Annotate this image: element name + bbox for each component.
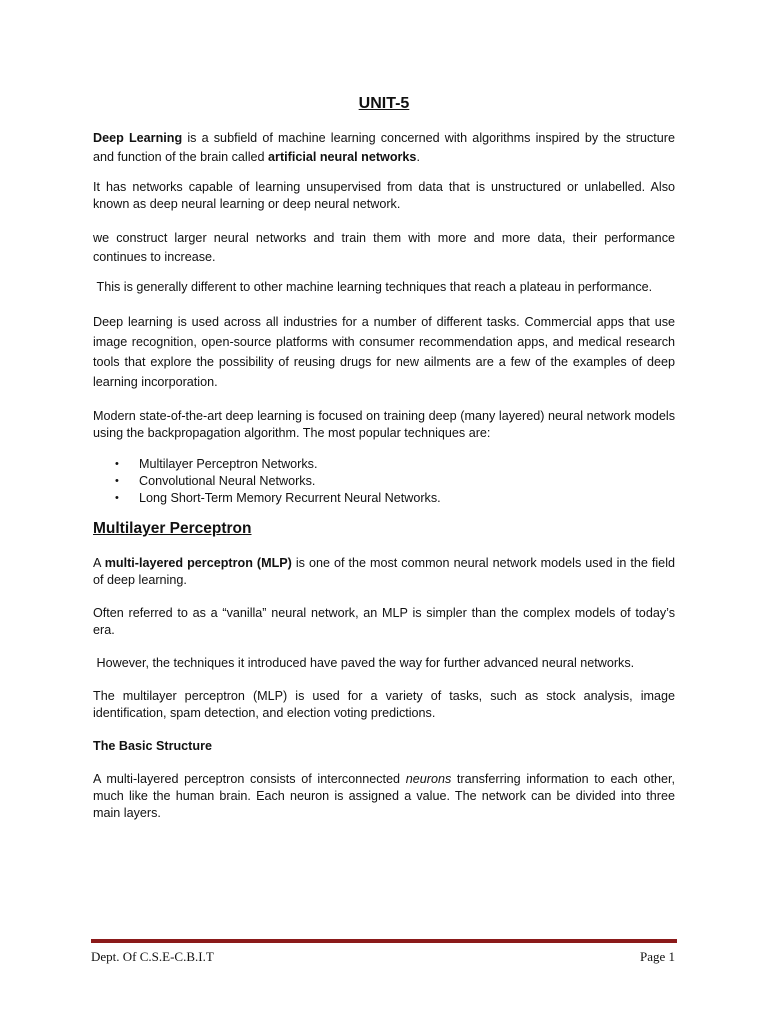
networks-paragraph: It has networks capable of learning unsupervised from data that is unstructured or unlabelled. Also known as deep neural learning or deep neural network.	[93, 180, 675, 211]
list-item: • Long Short-Term Memory Recurrent Neural Networks.	[115, 491, 441, 505]
techniques-list	[93, 456, 675, 507]
list-item: • Convolutional Neural Networks.	[115, 474, 316, 488]
artificial-neural-networks-term: artificial neural networks	[268, 150, 417, 164]
vanilla-paragraph: Often referred to as a “vanilla” neural network, an MLP is simpler than the complex models of today’s era.	[93, 606, 675, 637]
subheading: The Basic Structure	[93, 739, 212, 753]
page-content	[93, 94, 675, 838]
footer-rule	[91, 939, 677, 943]
industries-paragraph: Deep learning is used across all industries for a number of different tasks. Commercial apps that use image recognition, open-source platforms with consumer recommendation apps, and medical research tools that explore the possibility of reusing drugs for new ailments are a few of the examples of deep learning incorporation.	[93, 315, 675, 389]
structure-paragraph: A multi-layered perceptron consists of interconnected neurons transferring information to each other, much like the human brain. Each neuron is assigned a value. The network can be divided into three main layers.	[93, 772, 675, 820]
tasks-paragraph: The multilayer perceptron (MLP) is used for a variety of tasks, such as stock analysis, image identification, spam detection, and election voting predictions.	[93, 689, 675, 720]
deep-learning-term: Deep Learning	[93, 131, 183, 145]
modern-paragraph: Modern state-of-the-art deep learning is focused on training deep (many layered) neural network models using the backpropagation algorithm. The most popular techniques are:	[93, 409, 675, 440]
footer-department: Dept. Of C.S.E-C.B.I.T	[91, 949, 214, 964]
neurons-term: neurons	[405, 772, 452, 786]
mlp-term: multi-layered perceptron (MLP)	[104, 556, 292, 570]
construct-paragraph: we construct larger neural networks and train them with more and more data, their performance continues to increase.	[93, 231, 675, 264]
bullet-icon: •	[115, 475, 119, 487]
list-item: • Multilayer Perceptron Networks.	[115, 457, 318, 471]
different-paragraph: This is generally different to other machine learning techniques that reach a plateau in performance.	[93, 280, 653, 294]
bullet-icon: •	[115, 492, 119, 504]
page-title: UNIT-5	[358, 95, 410, 112]
however-paragraph: However, the techniques it introduced have paved the way for further advanced neural networks.	[93, 656, 635, 670]
section-heading: Multilayer Perceptron	[93, 520, 252, 537]
intro-paragraph: Deep Learning is a subfield of machine learning concerned with algorithms inspired by the structure and function of the brain called artificial neural networks.	[93, 131, 675, 164]
mlp-intro-paragraph: A multi-layered perceptron (MLP) is one of the most common neural network models used in the field of deep learning.	[93, 556, 675, 587]
page-number: Page 1	[639, 949, 675, 964]
page-footer	[91, 948, 675, 966]
bullet-icon: •	[115, 458, 119, 470]
